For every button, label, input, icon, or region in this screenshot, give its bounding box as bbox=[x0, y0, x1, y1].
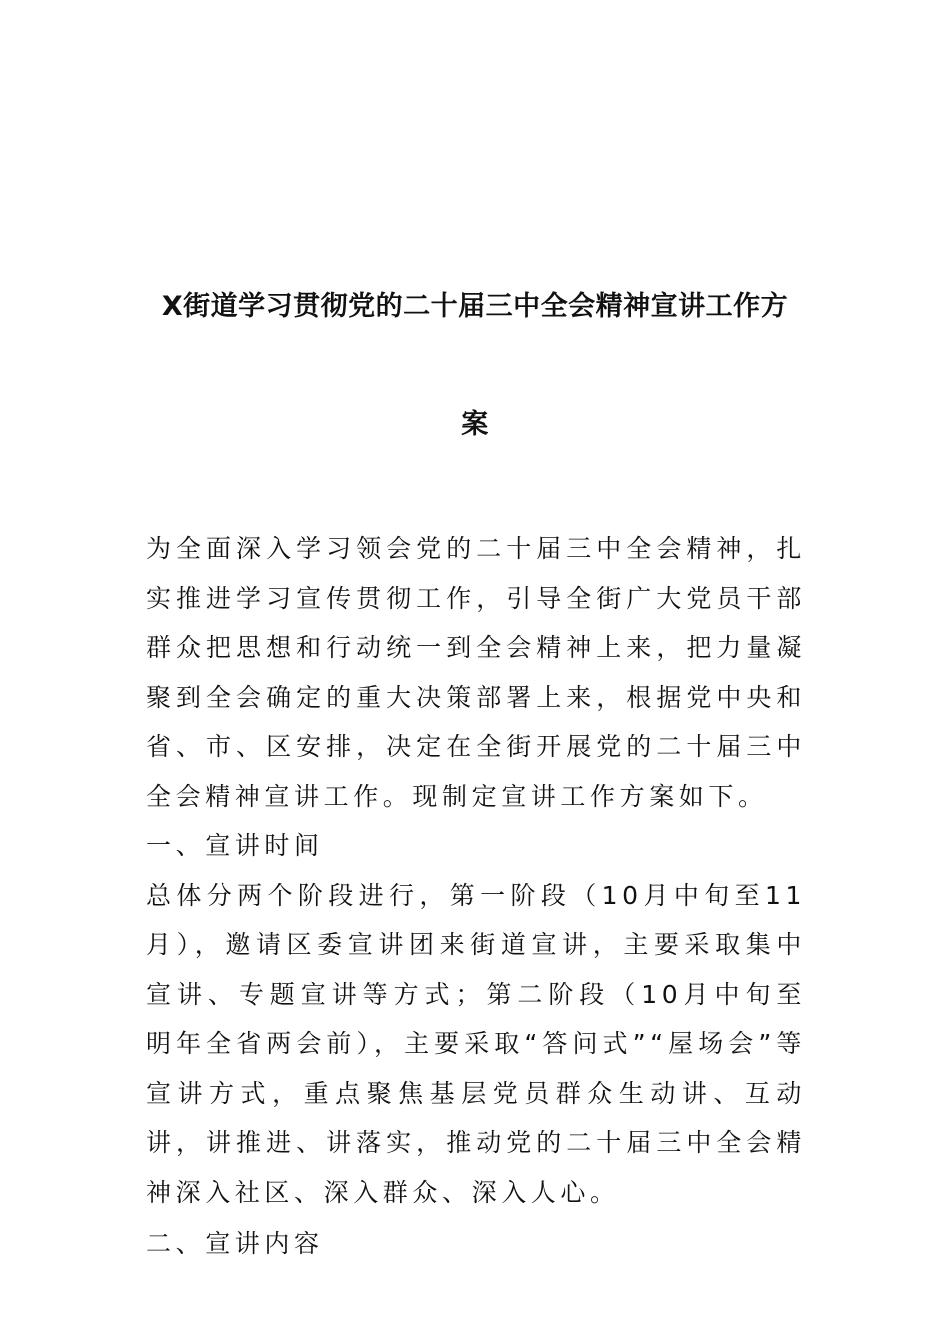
document-body bbox=[146, 524, 806, 1269]
document-title-line-1: X街道学习贯彻党的二十届三中全会精神宣讲工作方 bbox=[161, 291, 789, 322]
intro-paragraph: 为全面深入学习领会党的二十届三中全会精神，扎实推进学习宣传贯彻工作，引导全街广大党员干部群众把思想和行动统一到全会精神上来，把力量凝聚到全会确定的重大决策部署上来，根据党中央和省、市、区安排，决定在全街开展党的二十届三中全会精神宣讲工作。现制定宣讲工作方案如下。 bbox=[146, 534, 806, 811]
document-title-line-2: 案 bbox=[461, 409, 489, 440]
section-time-paragraph: 总体分两个阶段进行，第一阶段（10月中旬至11月），邀请区委宣讲团来街道宣讲，主要采取集中宣讲、专题宣讲等方式；第二阶段（10月中旬至明年全省两会前），主要采取“答问式”“屋场会”等宣讲方式，重点聚焦基层党员群众生动讲、互动讲，讲推进、讲落实，推动党的二十届三中全会精神深入社区、深入群众、深入人心。 bbox=[146, 880, 806, 1207]
section-heading-content: 二、宣讲内容 bbox=[146, 1229, 324, 1258]
section-heading-time: 一、宣讲时间 bbox=[146, 831, 324, 860]
